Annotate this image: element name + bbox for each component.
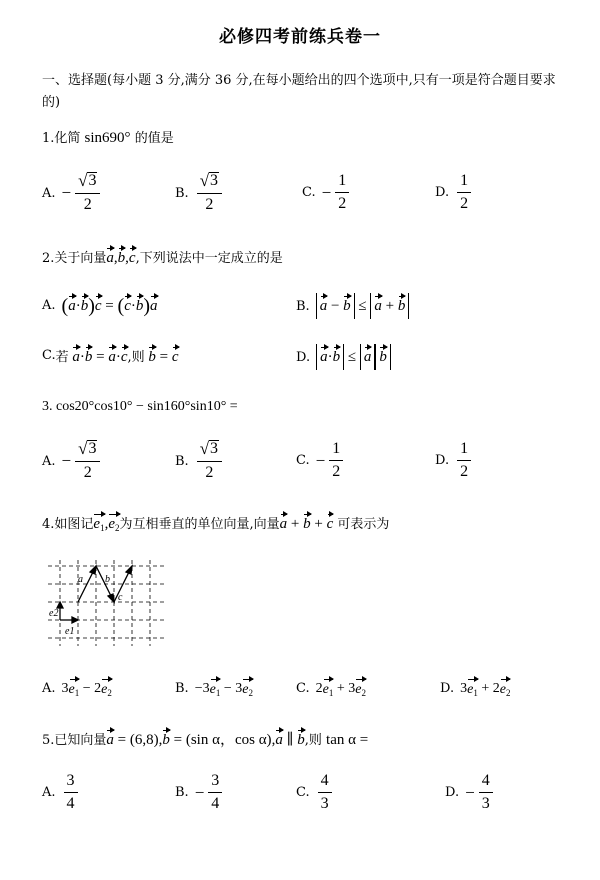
option-sign: − [194, 782, 205, 802]
fraction-denominator: 4 [211, 795, 220, 812]
fraction: √ 3 2 [75, 172, 100, 214]
fraction-denominator: 3 [320, 795, 329, 812]
fraction-numerator: 1 [335, 172, 349, 193]
fraction-denominator: 2 [83, 196, 92, 213]
coef-1: 3 [460, 680, 468, 696]
q2-option-d[interactable] [296, 344, 391, 370]
fraction-numerator: 1 [457, 172, 471, 193]
q1-option-a[interactable] [42, 172, 102, 214]
q3-option-c[interactable] [296, 440, 345, 481]
fraction-denominator: 2 [205, 464, 214, 481]
option-letter: B. [296, 298, 310, 314]
question-1 [42, 127, 174, 150]
q5-a: a = (6,8),b = (sin α，cos α),a ∥ b [106, 732, 304, 748]
coef-sign: − [194, 680, 203, 696]
fraction-denominator: 4 [66, 795, 75, 812]
q1-prefix: 1.化简 [42, 131, 81, 146]
q2-c-expr: a·b = a·c [69, 344, 128, 366]
fraction-numerator: 4 [318, 772, 332, 793]
option-letter: A. [42, 185, 56, 201]
q1-expr: sin690° [84, 130, 131, 146]
fraction: √ 3 2 [197, 172, 222, 214]
option-letter: A. [42, 453, 56, 469]
q2-a-expr: (a·b)c = (c·b)a [62, 293, 158, 318]
fraction [318, 772, 332, 813]
question-5 [42, 727, 368, 752]
option-sign: − [315, 450, 326, 470]
option-letter: A. [42, 298, 56, 314]
fraction [335, 172, 349, 213]
fraction-numerator: 1 [329, 440, 343, 461]
q4-sum: a + b + c [280, 516, 334, 532]
option-letter: C. [296, 681, 310, 696]
label-e2: e2 [49, 608, 59, 619]
option-letter: C. [296, 453, 310, 468]
q2-option-c[interactable] [42, 344, 179, 366]
section-heading: 一、选择题(每小题 3 分,满分 36 分,在每小题给出的四个选项中,只有一项是符合题目要求 [42, 73, 556, 88]
q5-option-a[interactable] [42, 772, 80, 813]
operator: − [82, 680, 91, 696]
fraction [457, 172, 471, 213]
q5-prefix: 5.已知向量 [42, 733, 107, 748]
option-letter: C. [296, 785, 310, 800]
q4-suffix: 可表示为 [337, 517, 390, 532]
fraction-numerator: 3 [208, 772, 222, 793]
fraction: √ 3 2 [197, 440, 222, 482]
fraction [64, 772, 78, 813]
q5-a-value: (6,8) [129, 732, 159, 748]
q4-option-d[interactable]: D. 3 $e_1$ + 2 $e_2$ [440, 676, 510, 701]
fraction-denominator: 2 [338, 195, 347, 212]
q2-option-a[interactable] [42, 293, 158, 318]
question-3: 3. cos20°cos10° − sin160°sin10° = [42, 399, 238, 414]
fraction-numerator: 3 [210, 172, 219, 189]
fraction-denominator: 2 [83, 464, 92, 481]
operator: + [481, 680, 490, 696]
q4-mid: 为互相垂直的单位向量,向量 [119, 517, 280, 532]
arrow-e1 [72, 617, 78, 623]
q5-option-d[interactable] [445, 772, 495, 813]
fraction-denominator: 2 [332, 463, 341, 480]
q4-basis: $e_1,e_2$ [93, 516, 119, 532]
q5-option-c[interactable] [296, 772, 334, 813]
q2-prefix: 2.关于向量 [42, 251, 107, 266]
option-letter: D. [440, 681, 455, 696]
option-pre: 若 [55, 349, 69, 365]
label-c: c [118, 592, 123, 603]
operator: − [223, 680, 232, 696]
arrow-c [126, 566, 132, 574]
fraction [329, 440, 343, 481]
q3-option-b[interactable] [175, 440, 224, 482]
q2-c-expr2: b = c [145, 344, 179, 366]
q1-option-d[interactable] [435, 172, 473, 213]
fraction-denominator: 2 [460, 195, 469, 212]
q4-prefix: 4.如图记 [42, 517, 94, 532]
option-letter: B. [175, 453, 189, 469]
q5-tan: tan α = [326, 732, 369, 748]
coef-2: 2 [492, 680, 500, 696]
q1-suffix: 的值是 [134, 131, 174, 146]
fraction-numerator: 4 [479, 772, 493, 793]
option-letter: D. [296, 349, 311, 365]
label-a: a [78, 574, 83, 585]
coef-2: 2 [94, 680, 102, 696]
q3-option-a[interactable] [42, 440, 102, 482]
parallel-symbol: ∥ [286, 732, 294, 748]
q2-suffix: ,下列说法中一定成立的是 [135, 251, 283, 266]
fraction-numerator: 3 [88, 172, 97, 189]
q2-b-expr: a − b ≤ a + b [316, 293, 410, 319]
option-mid: ,则 [127, 349, 145, 365]
page-title: 必修四考前练兵卷一 [219, 27, 381, 47]
coef-1: 2 [315, 680, 323, 696]
fraction-numerator: 1 [457, 440, 471, 461]
option-sign: − [321, 182, 332, 202]
vector-grid-figure [40, 558, 170, 648]
label-e1: e1 [65, 626, 75, 637]
section-heading-cont: 的) [42, 95, 61, 110]
coef-1: 3 [61, 680, 69, 696]
option-letter: D. [435, 453, 450, 468]
fraction [457, 440, 471, 481]
fraction-denominator: 2 [460, 463, 469, 480]
q5-suffix: ,则 [304, 733, 322, 748]
option-sign: − [61, 451, 72, 470]
fraction [208, 772, 222, 813]
option-letter: C. [302, 185, 316, 200]
question-2 [42, 245, 283, 270]
option-letter: D. [435, 185, 450, 200]
fraction [479, 772, 493, 813]
option-letter: B. [175, 681, 189, 696]
label-b: b [105, 574, 110, 585]
option-letter: D. [445, 785, 460, 800]
question-4 [42, 511, 389, 536]
q4-option-c[interactable]: C. 2 $e_1$ + 3 $e_2$ [296, 676, 366, 701]
q3-option-d[interactable] [435, 440, 473, 481]
q5-b-value: (sin α，cos α) [185, 732, 272, 748]
fraction-numerator: 3 [210, 440, 219, 457]
option-letter: B. [175, 785, 189, 800]
option-letter: C. [42, 347, 56, 363]
coef-1: 3 [202, 680, 210, 696]
option-letter: A. [42, 681, 56, 696]
q2-vectors: a,b,c [106, 250, 135, 266]
q4-option-a[interactable]: A. 3 $e_1$ − 2 $e_2$ [42, 676, 112, 701]
arrow-a [90, 566, 96, 574]
option-letter: B. [175, 185, 189, 201]
fraction-numerator: 3 [88, 440, 97, 457]
q2-d-expr: a·b ≤ a b [316, 344, 391, 370]
operator: + [336, 680, 345, 696]
fraction-numerator: 3 [64, 772, 78, 793]
q4-option-b[interactable]: B. − 3 $e_1$ − 3 $e_2$ [175, 676, 253, 701]
arrow-b [108, 594, 114, 602]
coef-2: 3 [348, 680, 356, 696]
option-sign: − [465, 782, 475, 802]
q5-option-b[interactable] [175, 772, 224, 813]
q1-option-c[interactable] [302, 172, 351, 213]
q2-option-b[interactable] [296, 293, 409, 319]
fraction-denominator: 2 [205, 196, 214, 213]
fraction: √ 3 2 [75, 440, 100, 482]
coef-2: 3 [235, 680, 243, 696]
option-sign: − [61, 183, 72, 202]
q1-option-b[interactable] [175, 172, 224, 214]
option-letter: A. [42, 785, 56, 800]
fraction-denominator: 3 [481, 795, 490, 812]
